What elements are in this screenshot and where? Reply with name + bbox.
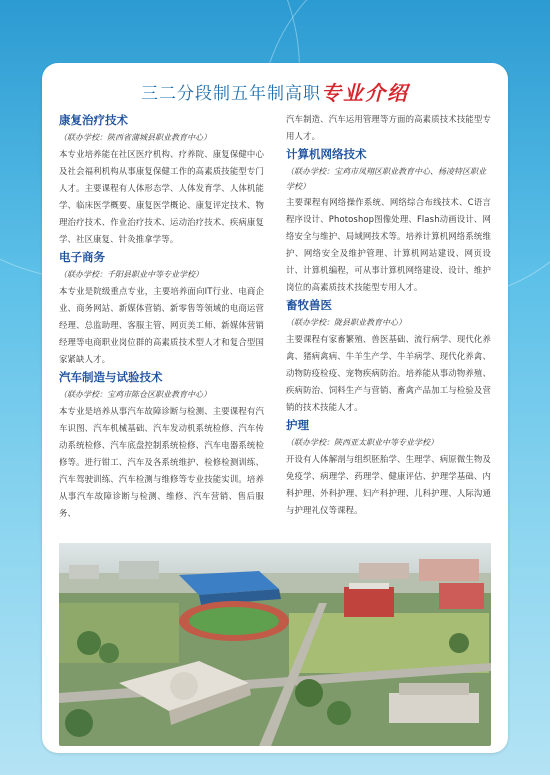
section-school-nursing: （联办学校：陕西亚太职业中等专业学校） xyxy=(286,438,438,447)
title-accent: 专业介绍 xyxy=(321,81,409,105)
section-title-rehab: 康复治疗技术 xyxy=(59,113,128,127)
section-title-ecommerce: 电子商务 xyxy=(59,250,105,264)
section-school-network: （联办学校：宝鸡市凤翔区职业教育中心、杨凌特区职业学校） xyxy=(286,167,486,191)
campus-aerial-photo xyxy=(59,543,491,746)
section-body-auto: 本专业是培养从事汽车故障诊断与检测、主要课程有汽车识图、汽车机械基础、汽车发动机系统检修、汽车传动系统检修、汽车底盘控制系统检修、汽车电器系统检修等。进行钳工、汽车及各系统维护、检修检测训练、汽车驾驶训练、汽车检测与维修等专业技能实训。培养从事汽车故障诊断与检测、维修、汽车营销、售后服务、 xyxy=(59,406,264,518)
title-main: 三二分段制五年制高职 xyxy=(141,84,321,104)
left-column xyxy=(59,111,264,524)
right-column xyxy=(286,111,491,521)
section-body-rehab: 本专业培养能在社区医疗机构、疗养院、康复保健中心及社会福利机构从事康复保健工作的高素质技能型专门人才。主要课程有人体形态学、人体发育学、人体机能学、临床医学概要、康复医学概论、康复评定技术、物理治疗技术、作业治疗技术、运动治疗技术、疾病康复学、社区康复、针灸推拿学等。 xyxy=(59,149,264,244)
section-title-auto: 汽车制造与试验技术 xyxy=(59,370,163,384)
section-school-vet: （联办学校：陇县职业教育中心） xyxy=(286,318,406,327)
page-title xyxy=(42,77,508,103)
section-school-auto: （联办学校：宝鸡市陈仓区职业教育中心） xyxy=(59,390,211,399)
content-card xyxy=(42,63,508,753)
section-body-auto-cont: 汽车制造、汽车运用管理等方面的高素质技术技能型专用人才。 xyxy=(286,114,491,141)
section-title-network: 计算机网络技术 xyxy=(286,147,367,161)
section-body-nursing: 开设有人体解剖与组织胚胎学、生理学、病原微生物及免疫学、病理学、药理学、健康评估、护理学基础、内科护理、外科护理、妇产科护理、儿科护理、人际沟通与护理礼仪等课程。 xyxy=(286,454,491,515)
section-school-ecommerce: （联办学校：千阳县职业中等专业学校） xyxy=(59,270,203,279)
section-body-ecommerce: 本专业是院级重点专业，主要培养面向IT行业、电商企业、商务网站、新媒体营销、新零售等领域的电商运营经理、总监助理、客服主管、网页美工师、新媒体营销经理等电商职业岗位群的高素质技术型人才和复合型国家紧缺人才。 xyxy=(59,286,264,364)
section-body-network: 主要课程有网络操作系统、网络综合布线技术、C语言程序设计、Photoshop图像处理、Flash动画设计、网络安全与维护、局域网技术等。培养计算机网络系统维护、网络安全及维护管理、计算机网站建设、网页设计、计算机编程，可从事计算机网络建设、设计、维护岗位的高素质技术技能型专用人才。 xyxy=(286,197,491,292)
section-title-nursing: 护理 xyxy=(286,418,309,432)
section-title-vet: 畜牧兽医 xyxy=(286,298,332,312)
section-school-rehab: （联办学校：陕西省蒲城县职业教育中心） xyxy=(59,133,211,142)
section-body-vet: 主要课程有家畜繁殖、兽医基础、流行病学、现代化养禽、猪病禽病、牛羊生产学、牛羊病学、现代化养禽、动物防疫检疫、宠物疾病防治。培养能从事动物养殖、疾病防治、饲料生产与营销、畜禽产品加工与检验及营销的技术技能人才。 xyxy=(286,334,491,412)
